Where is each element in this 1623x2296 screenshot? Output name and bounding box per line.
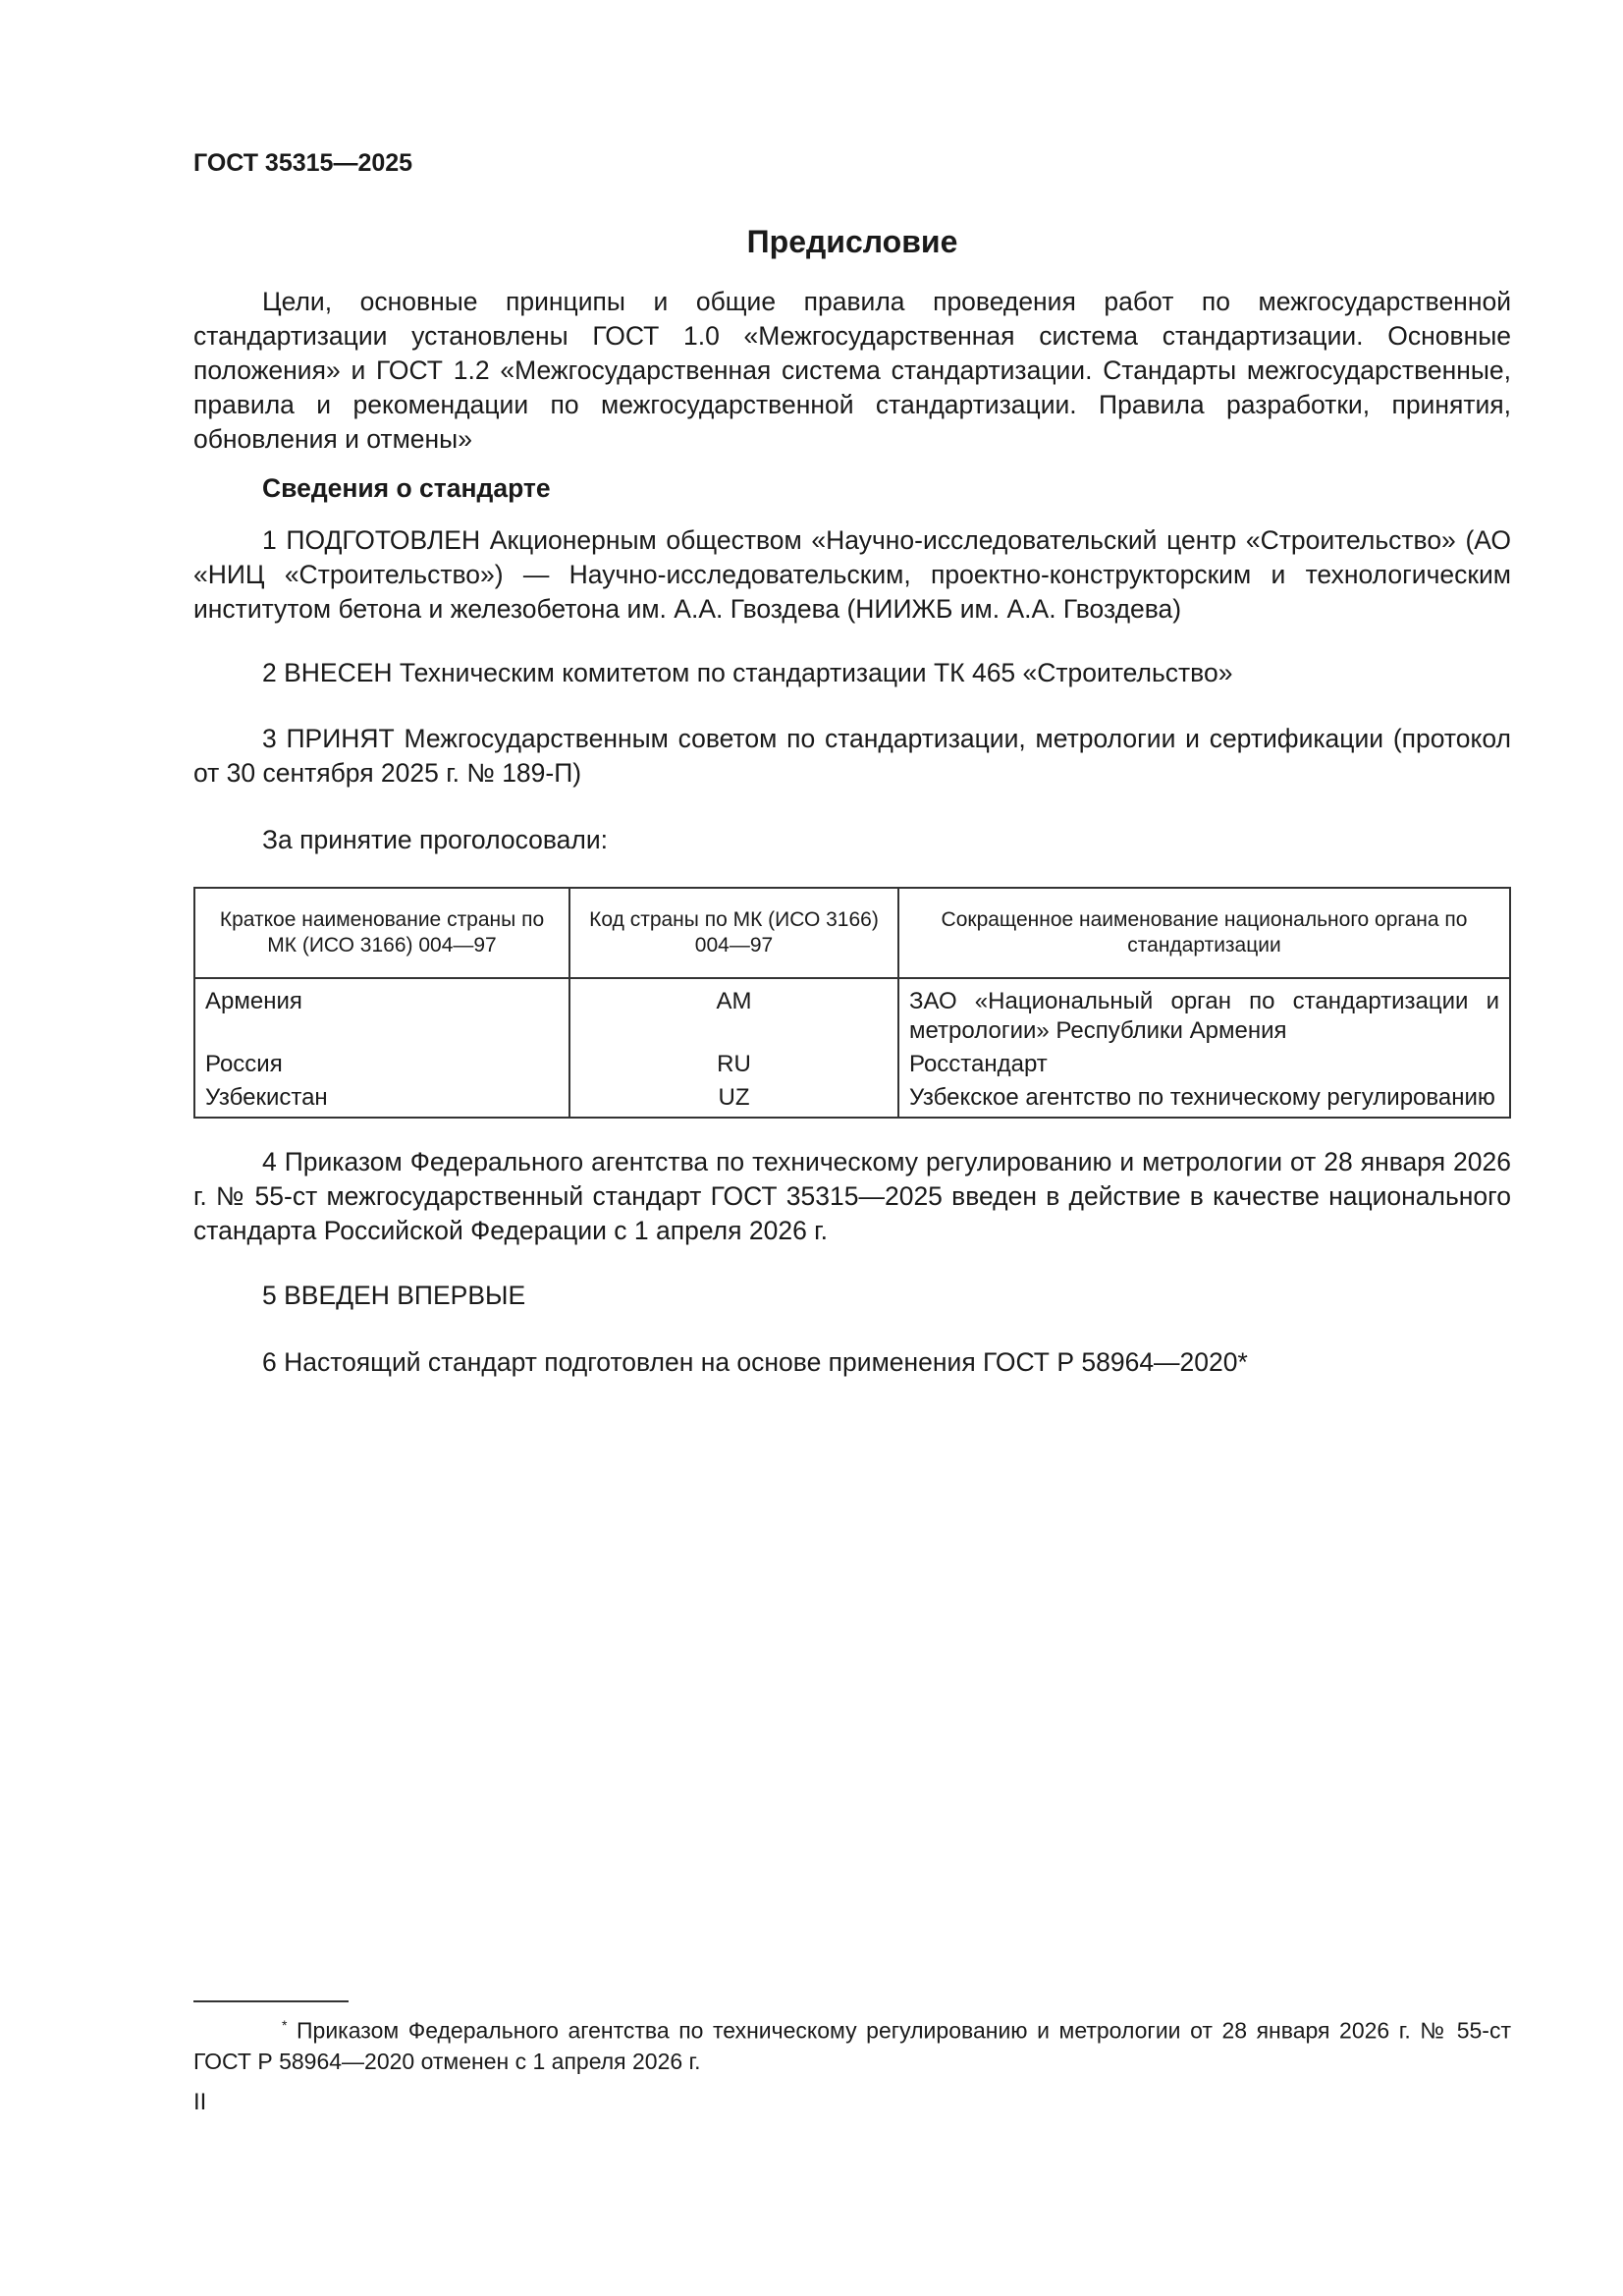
item-4-text: 4 Приказом Федерального агентства по техническому регулированию и метрологии от 28 января 2026 г. № 55-ст межгосударственный стандарт ГОСТ 35315—2025 введен в действие в качестве национального стандарта Российской Федерации с 1 апреля 2026 г. [193, 1147, 1511, 1245]
item-3-text: 3 ПРИНЯТ Межгосударственным советом по стандартизации, метрологии и сертификации (протокол от 30 сентября 2025 г. № 189-П) [193, 724, 1511, 788]
document-header: ГОСТ 35315—2025 [193, 149, 413, 177]
item-3 [193, 722, 1511, 791]
intro-paragraph: Цели, основные принципы и общие правила проведения работ по межгосударственной стандартизации установлены ГОСТ 1.0 «Межгосударственная система стандартизации. Основные положения» и ГОСТ 1.2 «Межгосударственная система стандартизации. Стандарты межгосударственные, правила и рекомендации по межгосударственной стандартизации. Правила разработки, принятия, обновления и отмены» [193, 287, 1511, 454]
cell-code: UZ [569, 1081, 898, 1118]
page-title: Предисловие [746, 224, 958, 259]
table-row [194, 1048, 1510, 1081]
voting-table [193, 887, 1511, 1119]
footnote [193, 2010, 1511, 2077]
item-6-text: 6 Настоящий стандарт подготовлен на основе применения ГОСТ Р 58964—2020* [262, 1347, 1248, 1377]
cell-country: Армения [194, 978, 569, 1048]
vote-intro [193, 823, 1511, 857]
header-country-code: Код страны по МК (ИСО 3166) 004—97 [569, 888, 898, 978]
table-row [194, 1081, 1510, 1118]
cell-code: RU [569, 1048, 898, 1081]
item-5 [193, 1279, 1511, 1313]
table-row [194, 978, 1510, 1048]
standard-info-section [193, 471, 1511, 506]
item-1-text: 1 ПОДГОТОВЛЕН Акционерным обществом «Научно-исследовательский центр «Строительство» (АО «НИЦ «Строительство») — Научно-исследовательским, проектно-конструкторским и технологическим институтом бетона и железобетона им. А.А. Гвоздева (НИИЖБ им. А.А. Гвоздева) [193, 525, 1511, 624]
item-6 [193, 1345, 1511, 1380]
footnote-body: Приказом Федерального агентства по техническому регулированию и метрологии от 28 января 2026 г. № 55-ст ГОСТ Р 58964—2020 отменен с 1 апреля 2026 г. [193, 2017, 1511, 2074]
footnote-mark: * [282, 2017, 288, 2033]
header-country-name: Краткое наименование страны по МК (ИСО 3166) 004—97 [194, 888, 569, 978]
intro-section [193, 285, 1511, 457]
item-2-text: 2 ВНЕСЕН Техническим комитетом по стандартизации ТК 465 «Строительство» [262, 658, 1233, 687]
header-standards-body: Сокращенное наименование национального органа по стандартизации [898, 888, 1510, 978]
item-1 [193, 523, 1511, 627]
footnote-divider [193, 2000, 349, 2002]
cell-org: ЗАО «Национальный орган по стандартизации и метрологии» Республики Армения [898, 978, 1510, 1048]
table-header-row [194, 888, 1510, 978]
cell-org: Узбекское агентство по техническому регулированию [898, 1081, 1510, 1118]
footnote-text [193, 2010, 1511, 2077]
vote-intro-text: За принятие проголосовали: [262, 825, 609, 854]
cell-country: Узбекистан [194, 1081, 569, 1118]
item-4 [193, 1145, 1511, 1248]
standard-info-heading: Сведения о стандарте [262, 473, 551, 503]
item-2 [193, 656, 1511, 690]
cell-code: AM [569, 978, 898, 1048]
item-5-text: 5 ВВЕДЕН ВПЕРВЫЕ [262, 1281, 526, 1310]
page-number: II [193, 2089, 207, 2115]
cell-country: Россия [194, 1048, 569, 1081]
cell-org: Росстандарт [898, 1048, 1510, 1081]
